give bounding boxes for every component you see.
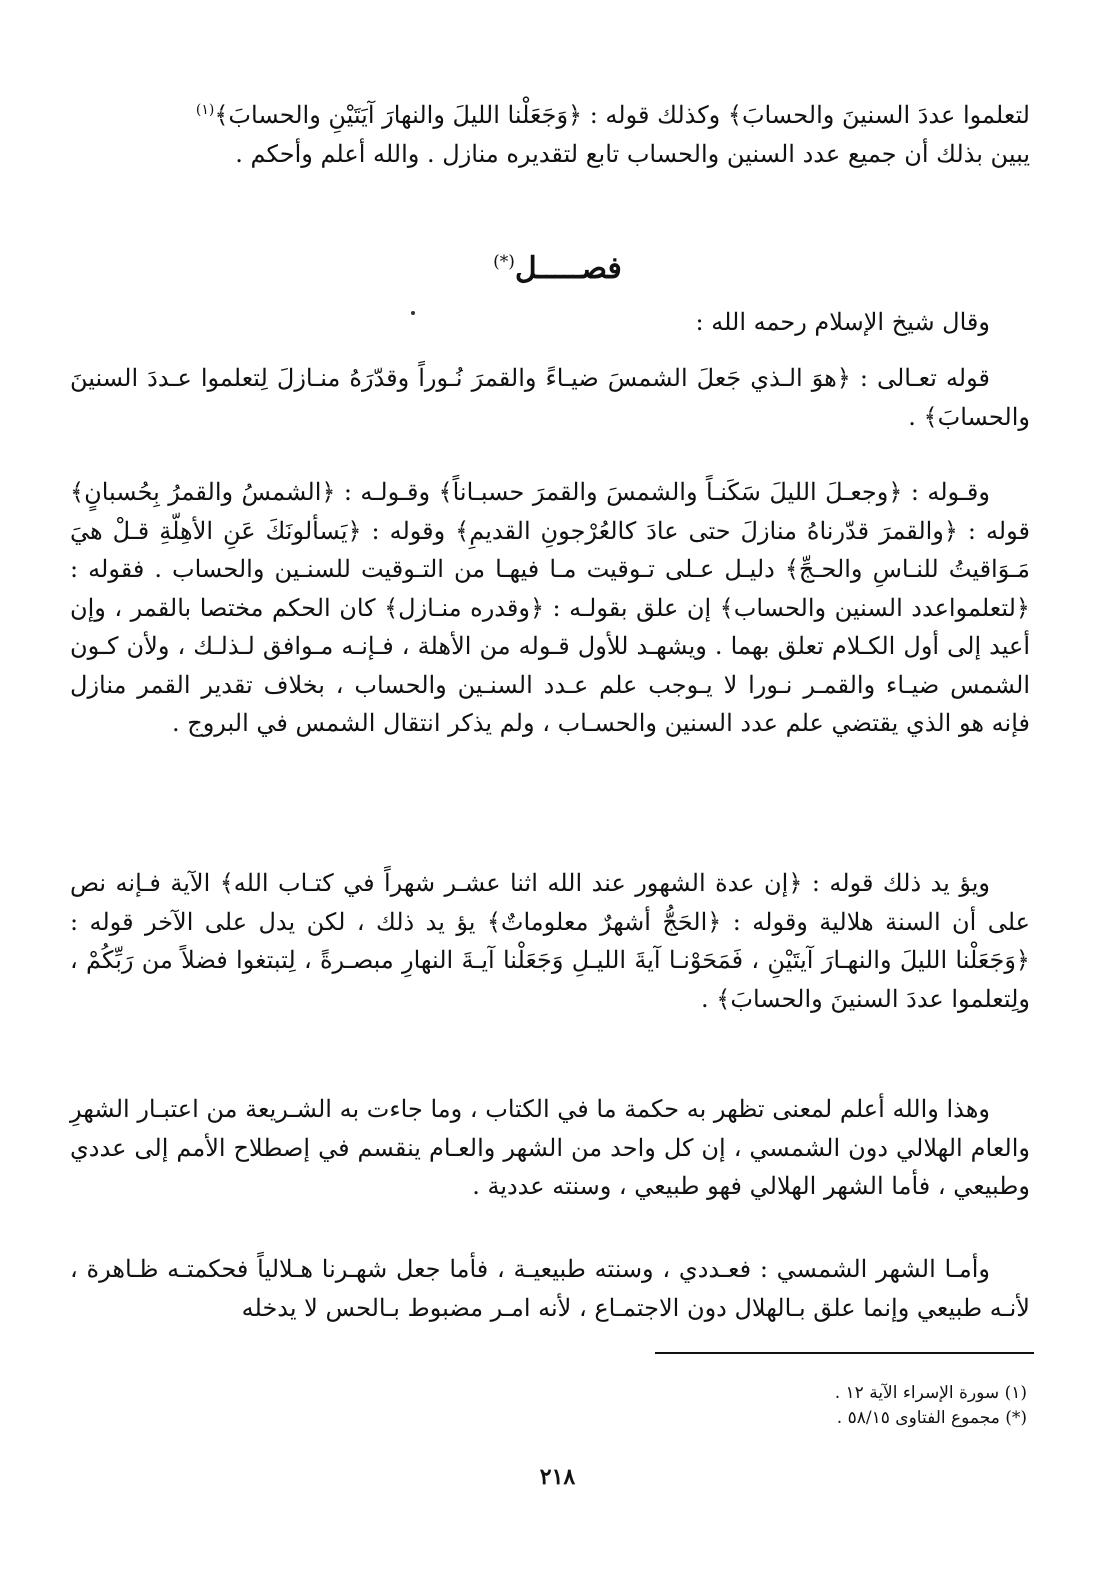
intro-conclusion: يبين بذلك أن جميع عدد السنين والحساب تابع لتقديره منازل . والله أعلم وأحكم . xyxy=(235,139,1030,168)
intro-line xyxy=(70,91,1030,135)
attribution-block xyxy=(70,303,1030,342)
intro-verse-text: لتعلموا عددَ السنينَ والحسابَ﴾ وكذلك قوله : ﴿وَجَعَلْنا الليلَ والنهارَ آيَتَيْنِ والحسابَ﴾ xyxy=(214,101,1030,129)
footnotes xyxy=(600,1381,1027,1431)
paragraph-2-text: وقـوله : ﴿وجعـلَ الليلَ سَكَنـاً والشمسَ والقمرَ حسبـاناً﴾ وقـولـه : ﴿الشمسُ والقمرُ بِحُسبانٍ﴾ قوله : ﴿والقمرَ قدّرناهُ منازلَ حتى عادَ كالعُرْجونِ القديمِ﴾ وقوله : ﴿يَسألونَكَ عَنِ الأهِلّةِ قـلْ هيَ مَـوَاقيتُ للنـاسِ والحـجِّ﴾ دليـل عـلى تـوقيت مـا فيهـا من التـوقيت للسنـين والحساب . فقوله : ﴿لتعلمواعدد السنين والحساب﴾ إن علق بقولـه : ﴿وقدره منـازل﴾ كان الحكم مختصا بالقمر ، وإن أعيد إلى أول الكـلام تعلق بهما . ويشهـد للأول قـوله من الأهلة ، فـإنـه مـوافق لـذلـك ، ولأن كـون الشمس ضيـاء والقمـر نـورا لا يـوجب علم عـدد السنـين والحساب ، بخلاف تقدير القمر منازل فإنه هو الذي يقتضي علم عدد السنين والحسـاب ، ولم يذكر انتقال الشمس في البروج . xyxy=(70,478,1030,737)
section-heading xyxy=(0,242,1115,289)
paragraph-3 xyxy=(70,864,1030,1018)
paragraph-2 xyxy=(70,473,1030,743)
paragraph-1-text: قوله تعـالى : ﴿هوَ الـذي جَعلَ الشمسَ ضيـاءً والقمرَ نُـوراً وقدّرَهُ منـازلَ لِتعلموا عـددَ السنينَ والحسابَ﴾ . xyxy=(70,364,1030,431)
attribution-line: وقال شيخ الإسلام رحمه الله : xyxy=(695,308,990,336)
paragraph-5 xyxy=(70,1250,1030,1327)
section-title: فصـــــل xyxy=(514,251,622,286)
paragraph-4 xyxy=(70,1090,1030,1206)
paragraph-3-text: ويؤ يد ذلك قوله : ﴿إن عدة الشهور عند الله اثنا عشـر شهراً في كتـاب الله﴾ الآية فـإنه نص على أن السنة هلالية وقوله : ﴿الحَجُّ أشهرٌ معلوماتٌ﴾ يؤ يد ذلك ، لكن يدل على الآخر قوله : ﴿وَجَعَلْنا الليلَ والنهـارَ آيتَيْنِ ، فَمَحَوْنـا آيةَ الليـلِ وَجَعَلْنا آيـةَ النهارِ مبصـرةً ، لِتبتغوا فضلاً من رَبِّكُمْ ، ولِتعلموا عددَ السنينَ والحسابَ﴾ . xyxy=(70,869,1030,1013)
footnote-1: (١) سورة الإسراء الآية ١٢ . xyxy=(834,1383,1027,1403)
intro-text xyxy=(70,91,1030,173)
footnote-divider xyxy=(655,1352,1034,1354)
page-number: ٢١٨ xyxy=(539,1464,576,1490)
footnote-2: (*) مجموع الفتاوى ٥٨/١٥ . xyxy=(836,1408,1027,1428)
footnote-marker-1: (١) xyxy=(195,102,215,118)
paragraph-1 xyxy=(70,359,1030,436)
heading-footnote-marker: (*) xyxy=(493,252,515,272)
paragraph-5-text: وأمـا الشهر الشمسي : فعـددي ، وسنته طبيعيـة ، فأما جعل شهـرنا هـلالياً فحكمتـه ظـاهرة ، لأنـه طبيعي وإنما علق بـالهلال دون الاجتمـاع ، لأنه امـر مضبوط بـالحس لا يدخله xyxy=(70,1255,1030,1322)
paragraph-4-text: وهذا والله أعلم لمعنى تظهر به حكمة ما في الكتاب ، وما جاءت به الشـريعة من اعتبـار الشهرِ والعام الهلالي دون الشمسي ، إن كل واحد من الشهر والعـام ينقسم في إصطلاح الأمم إلى عددي وطبيعي ، فأما الشهر الهلالي فهو طبيعي ، وسنته عددية . xyxy=(70,1095,1030,1200)
